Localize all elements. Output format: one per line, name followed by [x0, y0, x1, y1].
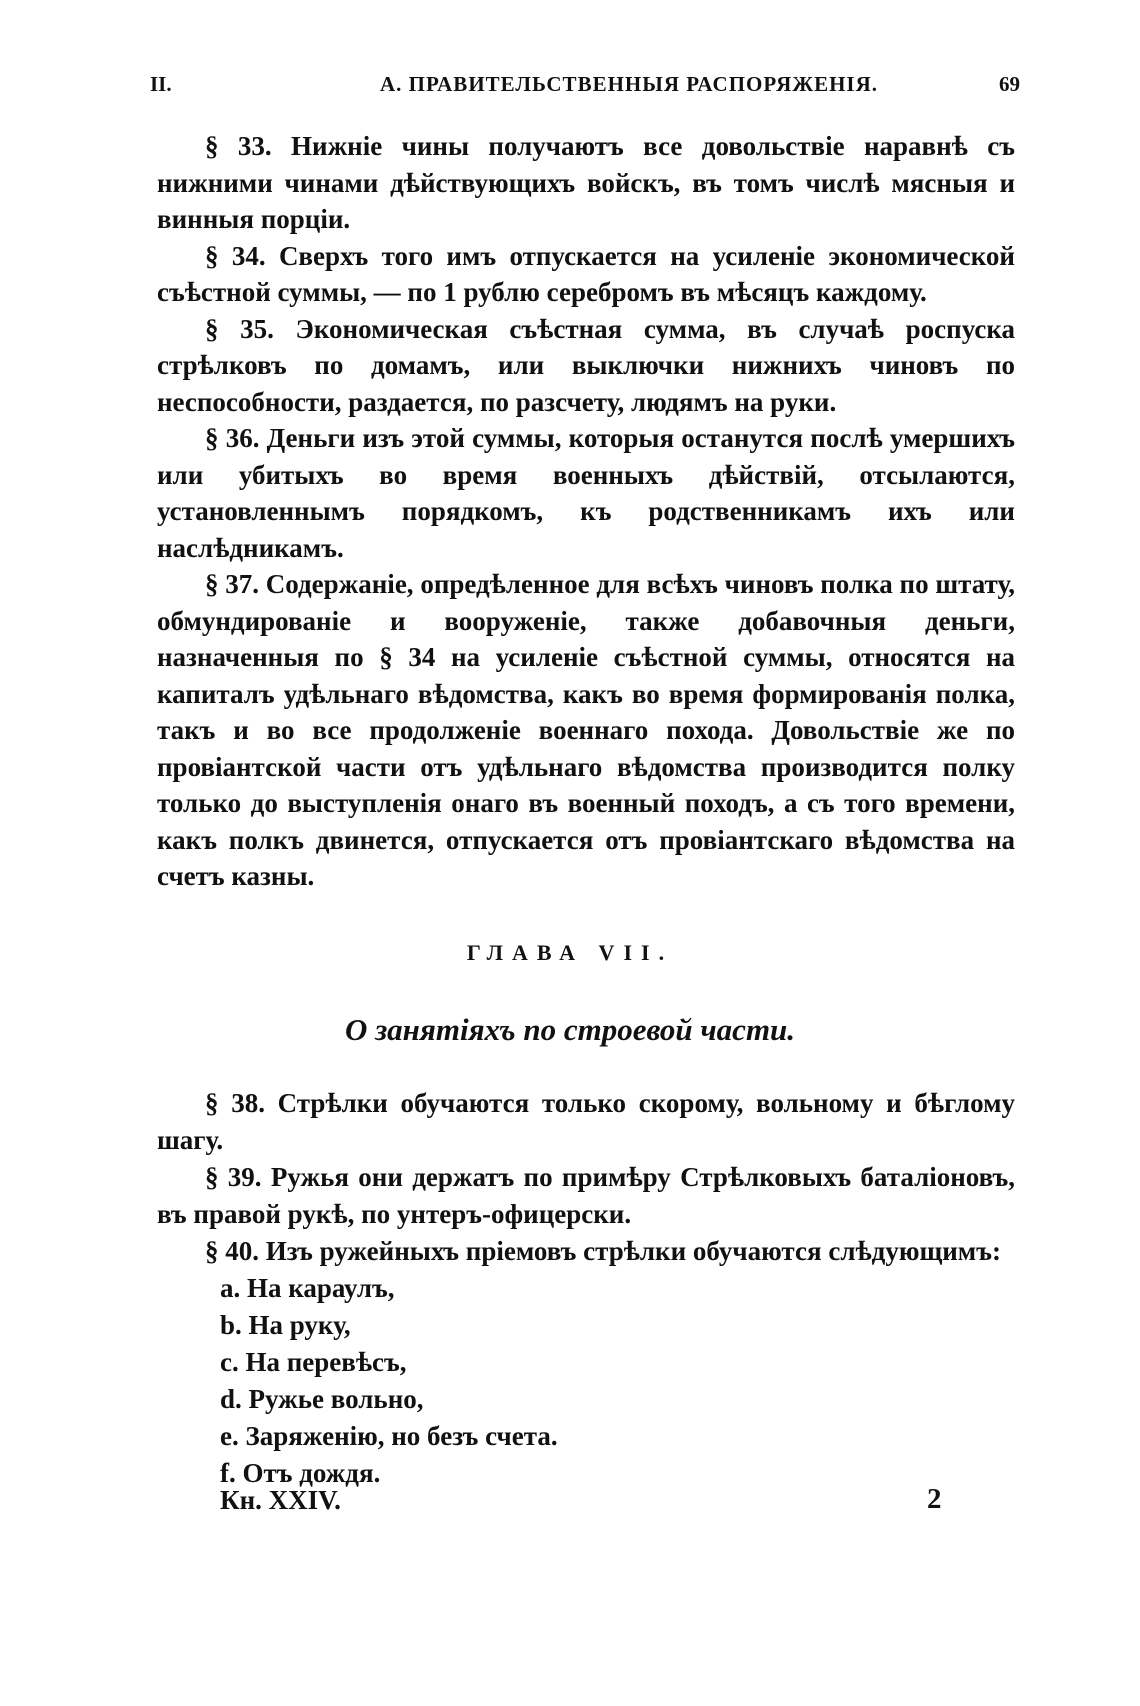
list-item: с. На перевѣсъ,: [220, 1347, 407, 1377]
rifle-drill-list: [220, 1270, 558, 1492]
list-item: d. Ружье вольно,: [220, 1384, 424, 1414]
section-number: II.: [150, 72, 172, 96]
paragraph-34: § 34. Сверхъ того имъ отпускается на усиленіе экономической съѣстной суммы, — по 1 рублю серебромъ въ мѣсяцъ каждому.: [157, 240, 1015, 307]
paragraph-38: § 38. Стрѣлки обучаются только скорому, вольному и бѣглому шагу.: [157, 1088, 1015, 1155]
paragraph-35: § 35. Экономическая съѣстная сумма, въ случаѣ роспуска стрѣлковъ по домамъ, или выключки нижнихъ чиновъ по неспособности, раздается, по разсчету, людямъ на руки.: [157, 313, 1015, 417]
running-header: [150, 72, 1020, 112]
list-item: f. Отъ дождя.: [220, 1458, 381, 1488]
chapter-text: [157, 1085, 1015, 1270]
paragraph-36: § 36. Деньги изъ этой суммы, которыя останутся послѣ умершихъ или убитыхъ во время военныхъ дѣйствій, отсылаются, установленнымъ порядкомъ, къ родственникамъ ихъ или наслѣдникамъ.: [157, 423, 1015, 563]
paragraph-40: § 40. Изъ ружейныхъ пріемовъ стрѣлки обучаются слѣдующимъ:: [205, 1236, 1001, 1266]
list-item: е. Заряженію, но безъ счета.: [220, 1421, 558, 1451]
list-item: b. На руку,: [220, 1310, 351, 1340]
running-title: А. ПРАВИТЕЛЬСТВЕННЫЯ РАСПОРЯЖЕНІЯ.: [380, 72, 879, 96]
chapter-subtitle: О занятіяхъ по строевой части.: [344, 1012, 796, 1047]
book-signature: Кн. XXIV.: [220, 1485, 341, 1515]
paragraph-37: § 37. Содержаніе, опредѣленное для всѣхъ чиновъ полка по штату, обмундированіе и вооруженіе, также добавочныя деньги, назначенныя по § 34 на усиленіе съѣстной суммы, относятся на капиталъ удѣльнаго вѣдомства, какъ во время формированія полка, такъ и во все продолженіе военнаго похода. Довольствіе же по провіантской части отъ удѣльнаго вѣдомства производится полку только до выступленія онаго въ военный походъ, а съ того времени, какъ полкъ двинется, отпускается отъ провіантскаго вѣдомства на счетъ казны.: [157, 569, 1015, 891]
page-number: 69: [999, 72, 1020, 96]
main-text: [157, 128, 1015, 895]
list-item: а. На караулъ,: [220, 1273, 395, 1303]
chapter-heading: ГЛАВА VII.: [466, 940, 674, 965]
paragraph-33: § 33. Нижніе чины получаютъ все довольствіе наравнѣ съ нижними чинами дѣйствующихъ войскъ, въ томъ числѣ мясныя и винныя порціи.: [157, 131, 1015, 234]
sheet-signature: 2: [927, 1483, 942, 1515]
paragraph-39: § 39. Ружья они держатъ по примѣру Стрѣлковыхъ баталіоновъ, въ правой рукѣ, по унтеръ-офицерски.: [157, 1162, 1015, 1229]
